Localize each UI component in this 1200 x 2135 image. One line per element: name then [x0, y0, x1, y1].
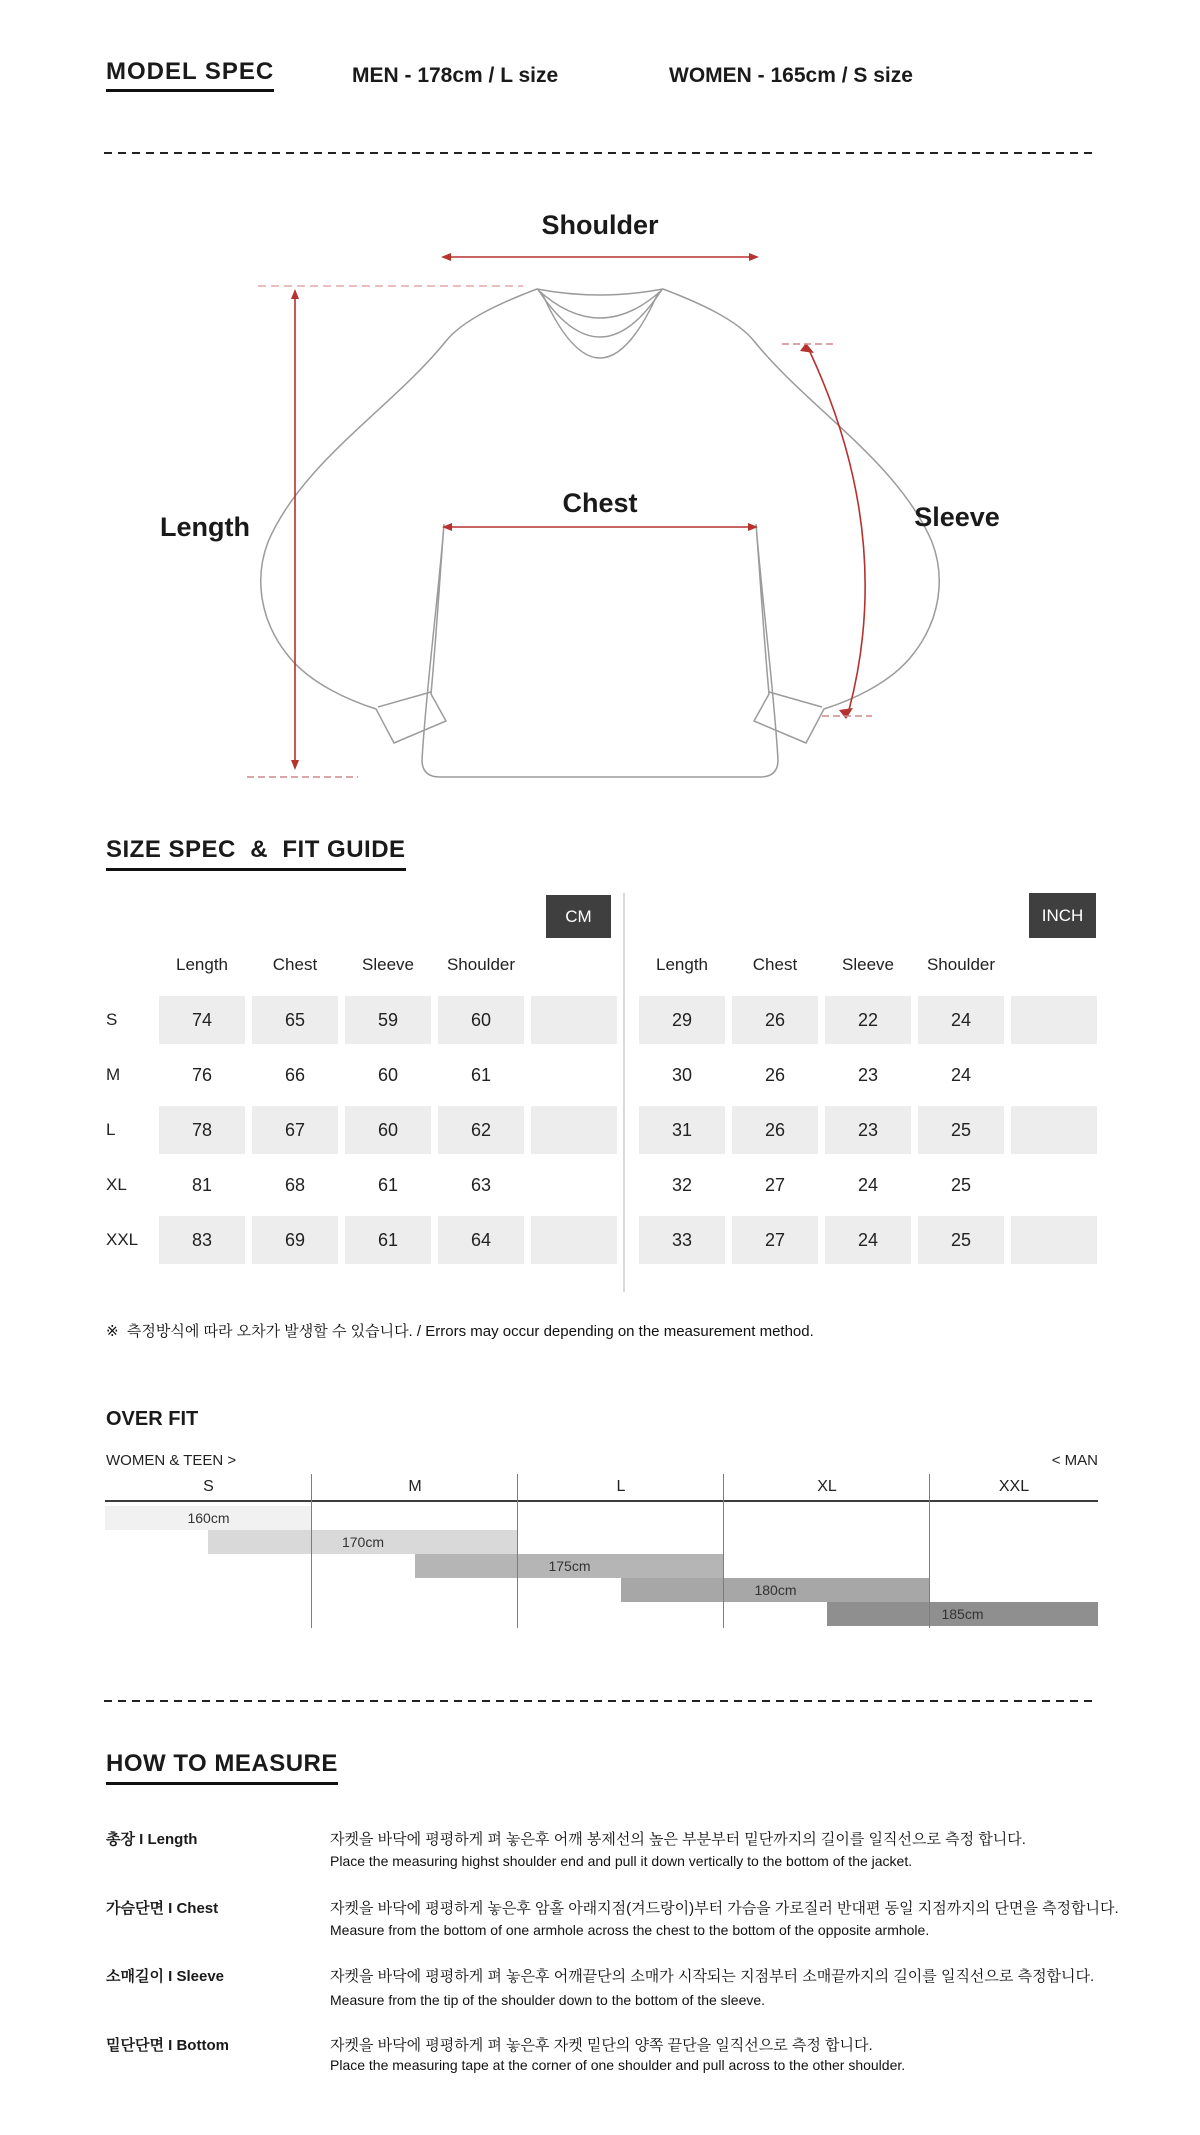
header-spacer [104, 952, 152, 978]
table-cell: 23 [825, 1106, 911, 1154]
column-header: Sleeve [362, 955, 414, 974]
table-cell: 25 [950, 1175, 972, 1195]
column-header: Shoulder [926, 955, 996, 974]
table-cell: 26 [764, 1065, 786, 1085]
measure-label-sleeve: 소매길이 I Sleeve [106, 1968, 225, 1985]
fit-bar-180 [621, 1578, 930, 1602]
table-cell: 65 [252, 996, 338, 1044]
column-header: Chest [752, 955, 798, 974]
measure-label-chest: 가슴단면 I Chest [106, 1900, 219, 1917]
table-cell-empty [531, 1216, 617, 1264]
table-cell: 27 [764, 1175, 786, 1195]
how-to-measure-title: HOW TO MEASURE [106, 1750, 338, 1785]
table-cell: 59 [345, 996, 431, 1044]
fit-gridline [929, 1474, 930, 1628]
table-cell: 26 [732, 996, 818, 1044]
table-cell: 66 [284, 1065, 306, 1085]
table-cell: 33 [639, 1216, 725, 1264]
fit-gridline [517, 1474, 518, 1628]
top-dashed-divider [104, 152, 1098, 154]
table-cell-empty [1011, 996, 1097, 1044]
fit-bar-185 [827, 1602, 1098, 1626]
size-label: XXL [106, 1230, 139, 1249]
size-label: S [106, 1010, 118, 1029]
table-cell-empty [1011, 1051, 1097, 1099]
measure-kr-chest: 자켓을 바닥에 평평하게 놓은후 암홀 아래지점(겨드랑이)부터 가슴을 가로질러 반대편 동일 지점까지의 단면을 측정합니다. [330, 1900, 1119, 1917]
size-label: M [106, 1065, 121, 1084]
inch-table [639, 996, 1097, 1264]
size-label: L [106, 1120, 116, 1139]
size-spec-title: SIZE SPEC & FIT GUIDE [106, 836, 406, 871]
table-cell: 32 [671, 1175, 693, 1195]
table-cell: 81 [191, 1175, 213, 1195]
page-title: MODEL SPEC [106, 58, 274, 92]
column-header: Sleeve [842, 955, 894, 974]
size-label: XL [106, 1175, 127, 1194]
table-cell: 74 [159, 996, 245, 1044]
fit-gridline [723, 1474, 724, 1628]
fit-left-label: WOMEN & TEEN > [106, 1452, 237, 1469]
table-cell: 23 [857, 1065, 879, 1085]
bottom-dashed-divider [104, 1700, 1098, 1702]
fit-chart-axis [105, 1500, 1098, 1502]
fit-bar-170 [208, 1530, 518, 1554]
garment-outline [261, 289, 939, 777]
table-cell: 76 [191, 1065, 213, 1085]
guide-dashes [247, 286, 872, 777]
measure-en-sleeve: Measure from the tip of the shoulder down to the bottom of the sleeve. [330, 1992, 766, 2008]
fit-bar-label: 160cm [187, 1510, 230, 1526]
table-cell-empty [531, 1051, 617, 1099]
over-fit-title: OVER FIT [106, 1408, 199, 1430]
table-cell: 83 [159, 1216, 245, 1264]
table-cell: 61 [470, 1065, 492, 1085]
column-header: Length [176, 955, 228, 974]
table-cell: 60 [345, 1106, 431, 1154]
fit-right-label: < MAN [1051, 1452, 1098, 1469]
table-cell: 63 [470, 1175, 492, 1195]
table-cell-empty [531, 1161, 617, 1209]
fit-cat-l: L [616, 1478, 626, 1495]
table-cell: 61 [345, 1216, 431, 1264]
model-spec-men: MEN - 178cm / L size [352, 64, 559, 87]
measure-en-length: Place the measuring highst shoulder end and pull it down vertically to the bottom of the jacket. [330, 1853, 913, 1869]
table-cell: 78 [159, 1106, 245, 1154]
measure-label-length: 총장 I Length [106, 1831, 198, 1848]
measure-en-bottom: Place the measuring tape at the corner of one shoulder and pull across to the other shoulder. [330, 2057, 906, 2073]
table-divider [623, 893, 625, 1292]
fit-cat-m: M [408, 1478, 422, 1495]
length-label: Length [160, 512, 250, 542]
table-cell-empty [1011, 1106, 1097, 1154]
table-cell-empty [531, 996, 617, 1044]
measure-kr-length: 자켓을 바닥에 평평하게 펴 놓은후 어깨 봉제선의 높은 부분부터 밑단까지의 길이를 일직선으로 측정 합니다. [330, 1831, 1026, 1848]
fit-cat-xxl: XXL [998, 1478, 1030, 1495]
table-cell-empty [1011, 1161, 1097, 1209]
inch-badge: INCH [1029, 893, 1096, 938]
fit-bar-label: 175cm [548, 1558, 591, 1574]
column-header: Shoulder [446, 955, 516, 974]
table-cell: 25 [918, 1216, 1004, 1264]
table-cell: 27 [732, 1216, 818, 1264]
table-cell: 24 [950, 1065, 972, 1085]
measure-kr-bottom: 자켓을 바닥에 평평하게 펴 놓은후 자켓 밑단의 양쪽 끝단을 일직선으로 측정 합니다. [330, 2037, 873, 2054]
fit-cat-s: S [203, 1478, 214, 1495]
table-cell: 60 [377, 1065, 399, 1085]
model-spec-women: WOMEN - 165cm / S size [669, 64, 913, 87]
table-cell: 24 [825, 1216, 911, 1264]
chest-label: Chest [562, 488, 638, 518]
table-cell: 62 [438, 1106, 524, 1154]
table-cell: 69 [252, 1216, 338, 1264]
header-spacer [531, 952, 617, 978]
left-cuff-line [378, 692, 431, 707]
fit-gridline [311, 1474, 312, 1628]
table-cell: 25 [918, 1106, 1004, 1154]
table-cell: 61 [377, 1175, 399, 1195]
table-cell: 22 [825, 996, 911, 1044]
table-cell: 68 [284, 1175, 306, 1195]
fit-bar-label: 185cm [941, 1606, 984, 1622]
cm-table [104, 996, 617, 1264]
right-cuff-line [769, 692, 822, 707]
measure-en-chest: Measure from the bottom of one armhole across the chest to the bottom of the opposite armhole. [330, 1922, 930, 1938]
fit-bar-160 [105, 1506, 312, 1530]
table-cell-empty [531, 1106, 617, 1154]
table-cell: 67 [252, 1106, 338, 1154]
table-cell: 29 [639, 996, 725, 1044]
inch-table-header [639, 952, 1097, 978]
table-cell: 60 [438, 996, 524, 1044]
fit-cat-xl: XL [817, 1478, 837, 1495]
measure-kr-sleeve: 자켓을 바닥에 평평하게 펴 놓은후 어깨끝단의 소매가 시작되는 지점부터 소매끝까지의 길이를 일직선으로 측정합니다. [330, 1968, 1095, 1985]
cm-table-header [104, 952, 617, 978]
fit-bar-label: 180cm [754, 1582, 797, 1598]
collar-lines [537, 289, 663, 358]
measure-label-bottom: 밑단단면 I Bottom [106, 2037, 229, 2054]
fit-bar-175 [415, 1554, 724, 1578]
table-cell: 24 [918, 996, 1004, 1044]
fit-bar-label: 170cm [341, 1534, 385, 1550]
cm-badge: CM [546, 895, 611, 938]
sleeve-label: Sleeve [914, 502, 1000, 532]
column-header: Chest [272, 955, 318, 974]
table-cell: 31 [639, 1106, 725, 1154]
measurement-note: ※ 측정방식에 따라 오차가 발생할 수 있습니다. / Errors may occur depending on the measurement method. [106, 1323, 814, 1340]
table-cell: 30 [671, 1065, 693, 1085]
table-cell-empty [1011, 1216, 1097, 1264]
column-header: Length [656, 955, 708, 974]
table-cell: 26 [732, 1106, 818, 1154]
shoulder-label: Shoulder [541, 210, 659, 240]
table-cell: 64 [438, 1216, 524, 1264]
header-spacer [1011, 952, 1097, 978]
table-cell: 24 [857, 1175, 879, 1195]
